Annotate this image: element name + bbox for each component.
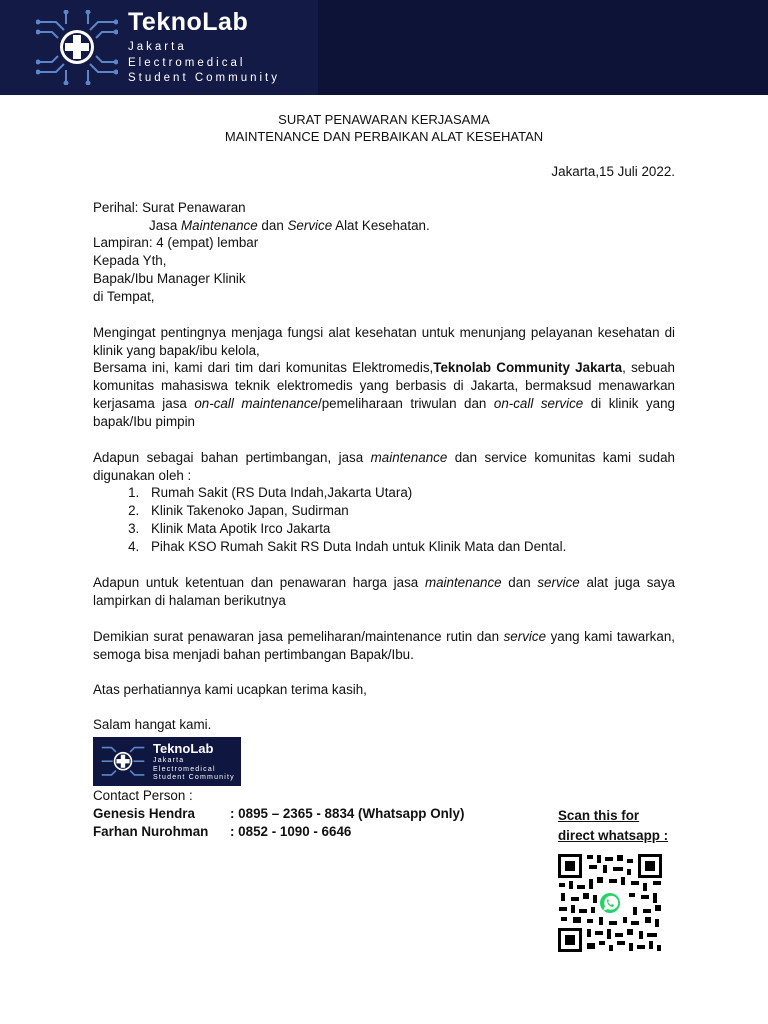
list-item: 4. Pihak KSO Rumah Sakit RS Duta Indah untuk Klinik Mata dan Dental. (143, 538, 675, 556)
brand-title: TeknoLab (128, 8, 249, 36)
contact-row (93, 806, 464, 821)
text-italic: Maintenance (181, 217, 258, 233)
text: Jasa (149, 217, 182, 233)
salutation: Kepada Yth, (93, 253, 167, 269)
paragraph: Mengingat pentingnya menjaga fungsi alat kesehatan untuk menunjang pelayanan kesehatan di klinik yang bapak/ibu kelola, (93, 325, 675, 358)
recipient-location: di Tempat, (93, 288, 155, 304)
text: di klinik yang bapak/Ibu pimpin (93, 395, 675, 429)
text: dan (257, 217, 288, 233)
text-italic: on-call maintenance (194, 395, 318, 411)
signature-logo (93, 737, 241, 786)
recipient: Bapak/Ibu Manager Klinik (93, 270, 246, 286)
brand-subtitle (128, 40, 280, 87)
contact-name: Genesis Hendra (93, 806, 195, 821)
text-italic: on-call service (493, 395, 584, 411)
circuit-cross-icon (36, 10, 118, 85)
signature-logo-title: TeknoLab (153, 741, 214, 756)
text-italic: Service (287, 217, 333, 233)
text: Bersama ini, kami dari tim dari komunitas Elektromedis, (93, 360, 434, 376)
brand-subtitle-line: Student Community (128, 72, 280, 84)
list-item: 3. Klinik Mata Apotik Irco Jakarta (143, 520, 675, 538)
text: dan service komunitas kami sudah digunakan oleh : (93, 450, 675, 483)
circuit-cross-icon (99, 741, 147, 782)
text: Demikian surat penawaran jasa pemeliharan/maintenance rutin dan (93, 629, 504, 644)
paragraph-closing (93, 628, 675, 663)
document-title-line: MAINTENANCE DAN PERBAIKAN ALAT KESEHATAN (224, 129, 544, 144)
signature-logo-subtitle (153, 757, 235, 783)
signature-logo-subtitle-line: Jakarta (153, 757, 185, 764)
text: yang kami tawarkan, semoga bisa menjadi bahan pertimbangan Bapak/Ibu. (93, 629, 675, 662)
text-italic: maintenance (370, 450, 448, 465)
text-italic: maintenance (424, 575, 502, 590)
scan-instruction-line: direct whatsapp : (558, 828, 669, 843)
text: Adapun untuk ketentuan dan penawaran harga jasa (93, 575, 425, 590)
letter-date: Jakarta,15 Juli 2022. (551, 164, 675, 179)
paragraph (93, 359, 675, 430)
text: alat juga saya lampirkan di halaman berikutnya (93, 575, 676, 608)
scan-instruction (558, 806, 668, 846)
signature-logo-subtitle-line: Electromedical (153, 765, 216, 773)
brand-subtitle-line: Electromedical (128, 56, 246, 69)
scan-instruction-line: Scan this for (558, 808, 640, 823)
reference-list (93, 484, 675, 555)
brand-subtitle-line: Jakarta (128, 41, 187, 53)
contact-phone: : 0895 – 2365 - 8834 (Whatsapp Only) (230, 806, 465, 821)
text: Alat Kesehatan. (332, 217, 430, 233)
list-item: 2. Klinik Takenoko Japan, Sudirman (143, 502, 675, 520)
contact-phone: : 0852 - 1090 - 6646 (230, 824, 352, 839)
lampiran: Lampiran: 4 (empat) lembar (93, 235, 259, 251)
text-bold: Teknolab Community Jakarta (433, 360, 623, 376)
perihal: Perihal: Surat Penawaran (93, 200, 246, 215)
paragraph-references (93, 449, 675, 555)
text: dan (501, 575, 538, 590)
paragraph-pricing (93, 574, 675, 609)
letter-header-info (93, 199, 675, 305)
text-italic: service (503, 629, 547, 644)
list-item: 1. Rumah Sakit (RS Duta Indah,Jakarta Utara) (143, 484, 675, 502)
document-title-line: SURAT PENAWARAN KERJASAMA (278, 112, 490, 127)
paragraph (93, 449, 675, 484)
text-italic: service (537, 575, 580, 590)
letterhead-logo (0, 0, 318, 95)
paragraph-intro (93, 324, 675, 430)
text: , sebuah komunitas mahasiswa teknik elektromedis yang berbasis di Jakarta, bermaksud menawarkan kerjasama jasa (93, 360, 675, 411)
contact-name: Farhan Nurohman (93, 824, 209, 839)
contact-row (93, 824, 351, 839)
document-title (0, 111, 768, 145)
whatsapp-qr-code-icon[interactable] (557, 853, 663, 953)
text: /pemeliharaan triwulan dan (318, 395, 494, 411)
signature-logo-subtitle-line: Student Community (153, 774, 235, 781)
contact-label: Contact Person : (93, 788, 193, 803)
thanks-line: Atas perhatiannya kami ucapkan terima kasih, (93, 682, 367, 697)
text: Adapun sebagai bahan pertimbangan, jasa (93, 450, 371, 465)
perihal-detail (93, 217, 675, 235)
closing-line: Salam hangat kami. (93, 717, 212, 732)
